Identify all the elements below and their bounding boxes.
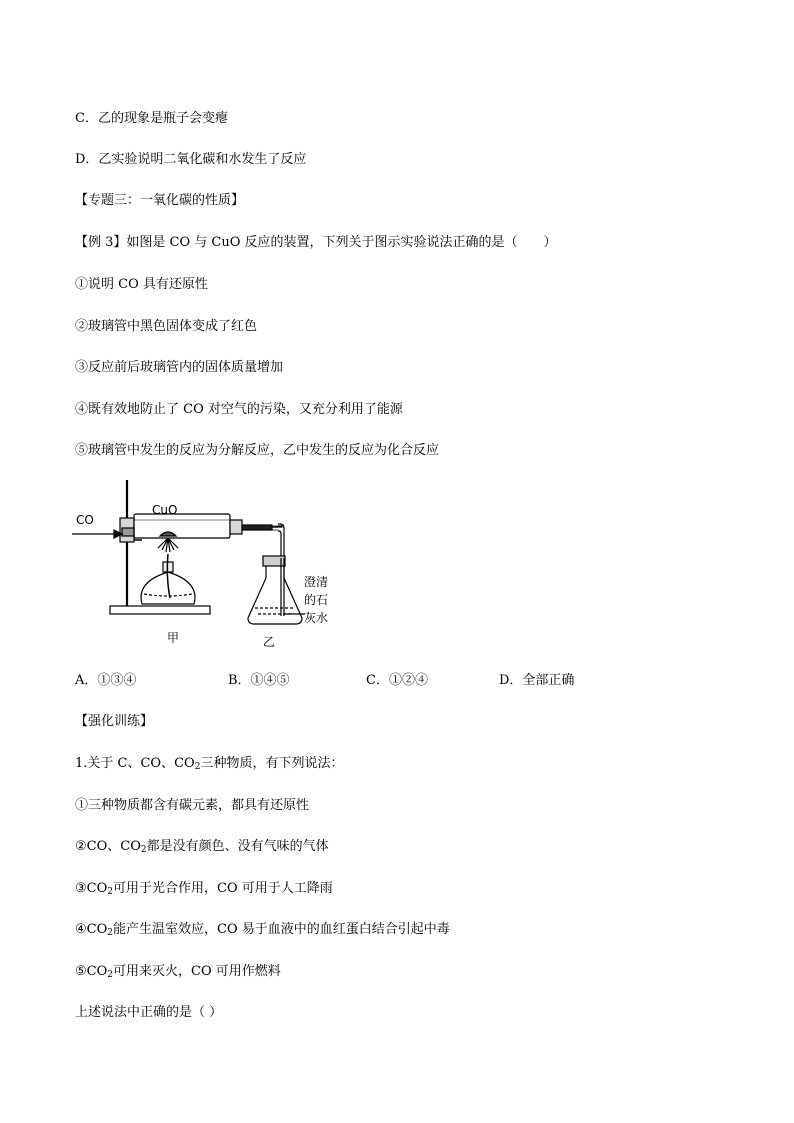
training-title: 【强化训练】 xyxy=(75,714,154,729)
statement-5: ⑤玻璃管中发生的反应为分解反应，乙中发生的反应为化合反应 xyxy=(75,443,440,458)
option-d-text: D．乙实验说明二氧化碳和水发生了反应 xyxy=(75,152,307,167)
s2-subscript: 2 xyxy=(140,845,147,855)
answer-option-c: C．①②④ xyxy=(366,673,428,688)
q1-text-pre: 1.关于 C、CO、CO xyxy=(75,756,195,771)
s3-text-post: 可用于光合作用，CO 可用于人工降雨 xyxy=(113,881,333,896)
example-3-question: 【例 3】如图是 CO 与 CuO 反应的装置，下列关于图示实验说法正确的是（ ） xyxy=(75,235,557,250)
training-statement-5 xyxy=(75,963,281,984)
statement-1: ①说明 CO 具有还原性 xyxy=(75,277,208,292)
training-question-1 xyxy=(75,755,343,776)
answer-option-d: D．全部正确 xyxy=(499,673,575,688)
cuo-label: CuO xyxy=(152,503,178,517)
option-c-text: C．乙的现象是瓶子会变瘪 xyxy=(75,111,228,126)
answer-option-b: B．①④⑤ xyxy=(228,673,290,688)
s4-text-post: 能产生温室效应，CO 易于血液中的血红蛋白结合引起中毒 xyxy=(113,922,450,937)
s5-text-post: 可用来灭火，CO 可用作燃料 xyxy=(113,964,281,979)
limewater-label-2: 的石 xyxy=(304,593,329,607)
limewater-label-3: 灰水 xyxy=(304,611,329,625)
s2-text-pre: ②CO、CO xyxy=(75,839,141,854)
yi-label: 乙 xyxy=(263,635,276,648)
stand-base xyxy=(110,606,210,614)
s3-text-pre: ③CO xyxy=(75,881,108,896)
s4-subscript: 2 xyxy=(107,928,113,938)
limewater-label-1: 澄清 xyxy=(304,575,329,589)
training-statement-1: ①三种物质都含有碳元素，都具有还原性 xyxy=(75,798,310,813)
co-cuo-apparatus-diagram xyxy=(70,478,370,648)
training-final-question: 上述说法中正确的是（ ） xyxy=(75,1005,223,1020)
training-statement-2 xyxy=(75,838,329,859)
q1-subscript: 2 xyxy=(194,762,201,772)
training-statement-3 xyxy=(75,880,333,901)
co-label: CO xyxy=(76,513,94,527)
training-statement-4 xyxy=(75,921,450,942)
s5-subscript: 2 xyxy=(107,970,113,980)
q1-text-post: 三种物质，有下列说法： xyxy=(200,756,344,771)
topic-title: 【专题三：一氧化碳的性质】 xyxy=(75,193,245,208)
s5-text-pre: ⑤CO xyxy=(75,964,108,979)
statement-2: ②玻璃管中黑色固体变成了红色 xyxy=(75,319,258,334)
statement-4: ④既有效地防止了 CO 对空气的污染，又充分利用了能源 xyxy=(75,402,403,417)
answer-option-a: A．①③④ xyxy=(75,673,137,688)
jia-label: 甲 xyxy=(167,631,180,645)
conical-flask xyxy=(248,566,302,624)
s4-text-pre: ④CO xyxy=(75,922,108,937)
s2-text-post: 都是没有颜色、没有气味的气体 xyxy=(146,839,329,854)
glass-tube xyxy=(134,514,230,538)
statement-3: ③反应前后玻璃管内的固体质量增加 xyxy=(75,360,284,375)
s3-subscript: 2 xyxy=(107,887,113,897)
